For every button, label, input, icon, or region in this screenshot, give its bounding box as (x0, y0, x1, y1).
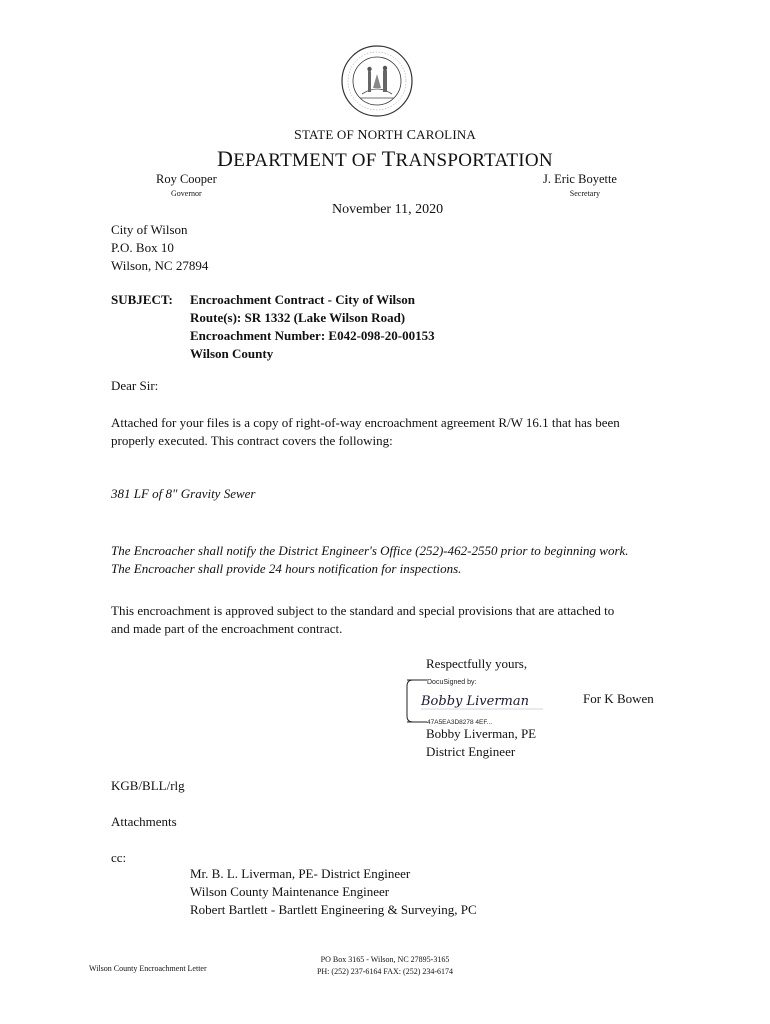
cc-label: cc: (111, 850, 127, 865)
recipient-address: City of Wilson P.O. Box 10 Wilson, NC 27894 (111, 222, 209, 273)
letter-date: November 11, 2020 (332, 202, 444, 217)
paragraph-approval: This encroachment is approved subject to the standard and special provisions that are attached to and made part of the encroachment contract. (111, 603, 615, 636)
state-of-north-carolina-heading: STATE OF NORTH CAROLINA (293, 127, 477, 143)
governor-title: Governor (171, 189, 202, 198)
encroachment-item: 381 LF of 8" Gravity Sewer (111, 486, 256, 501)
secretary-name: J. Eric Boyette (543, 172, 617, 186)
nc-state-seal-icon (340, 44, 414, 118)
reference-initials: KGB/BLL/rlg (111, 778, 185, 793)
encroacher-notice: The Encroacher shall notify the District Engineer's Office (252)-462-2550 prior to beginning work. The Encroacher shall provide 24 hours notification for inspections. (111, 543, 629, 576)
cc-recipient: Mr. B. L. Liverman, PE- District Engineer (190, 866, 411, 881)
docusign-hash: 47A5EA3D8278 4EF... (427, 719, 493, 724)
closing: Respectfully yours, (426, 656, 528, 671)
cc-recipient: Robert Bartlett - Bartlett Engineering & Surveying, PC (190, 902, 477, 917)
department-heading: DEPARTMENT OF TRANSPORTATION (217, 146, 553, 171)
for-k-bowen: For K Bowen (583, 691, 654, 706)
footer-document-name: Wilson County Encroachment Letter (89, 964, 207, 973)
footer-contact: PO Box 3165 - Wilson, NC 27895-3165 PH: (252) 237-6164 FAX: (252) 234-6174 (316, 955, 454, 976)
paragraph-intro: Attached for your files is a copy of right-of-way encroachment agreement R/W 16.1 that has been properly executed. This contract covers the following: (111, 415, 620, 448)
signature-script: Bobby Liverman (421, 694, 529, 709)
subject-lines: Encroachment Contract - City of Wilson Route(s): SR 1332 (Lake Wilson Road) Encroachment Number: E042-098-20-00153 Wilson County (190, 292, 435, 361)
subject-label: SUBJECT: (111, 292, 173, 307)
attachments-label: Attachments (111, 814, 177, 829)
signer-block: Bobby Liverman, PE District Engineer (426, 726, 537, 759)
governor-name: Roy Cooper (156, 172, 217, 186)
docusign-signature-box (403, 678, 553, 724)
docusign-header: DocuSigned by: (427, 679, 477, 686)
cc-list (190, 865, 477, 919)
greeting: Dear Sir: (111, 378, 159, 393)
secretary-title: Secretary (569, 189, 600, 198)
cc-recipient: Wilson County Maintenance Engineer (190, 884, 390, 899)
